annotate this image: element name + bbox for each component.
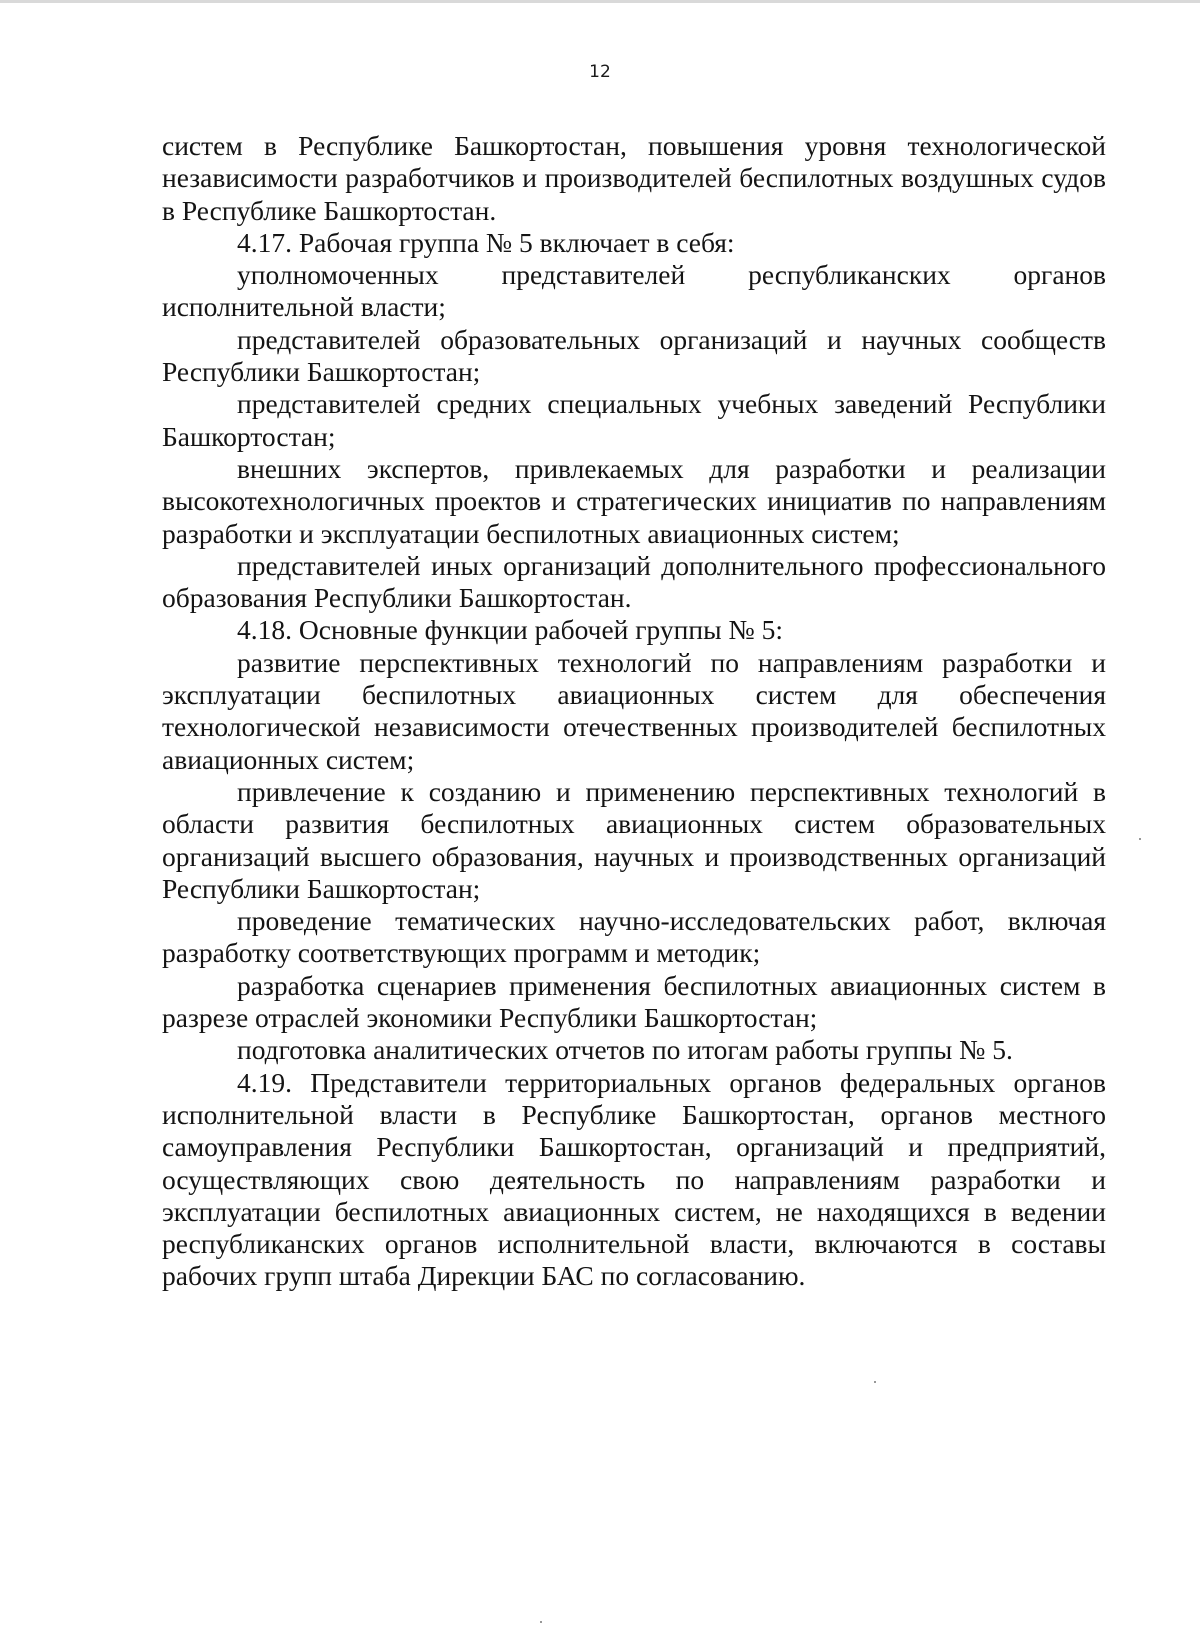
- page-number: 12: [589, 62, 611, 82]
- document-body: [162, 130, 1106, 1293]
- section-heading-4-18: 4.18. Основные функции рабочей группы № 5:: [237, 614, 783, 646]
- function-item-technology-development: развитие перспективных технологий по направлениям разработки и эксплуатации беспилотных авиационных систем для обеспечения технологической независимости отечественных производителей беспилотных авиационных систем;: [162, 646, 1106, 775]
- scan-speck: [1139, 838, 1141, 840]
- scan-edge-shadow: [0, 0, 1200, 3]
- function-item-scenarios: разработка сценариев применения беспилотных авиационных систем в разрезе отраслей экономики Республики Башкортостан;: [162, 969, 1106, 1034]
- function-item-reports: подготовка аналитических отчетов по итогам работы группы № 5.: [237, 1034, 1013, 1066]
- list-item-other-organizations: представителей иных организаций дополнительного профессионального образования Республики Башкортостан.: [162, 549, 1106, 614]
- list-item-educational-organizations: представителей образовательных организаций и научных сообществ Республики Башкортостан;: [162, 323, 1106, 388]
- section-paragraph-4-19: 4.19. Представители территориальных органов федеральных органов исполнительной власти в Республике Башкортостан, органов местного самоуправления Республики Башкортостан, организаций и предприятий, осуществляющих свою деятельность по направлениям разработки и эксплуатации беспилотных авиационных систем, не находящихся в ведении республиканских органов исполнительной власти, включаются в составы рабочих групп штаба Дирекции БАС по согласованию.: [162, 1066, 1106, 1292]
- function-item-attraction: привлечение к созданию и применению перспективных технологий в области развития беспилотных авиационных систем образовательных организаций высшего образования, научных и производственных организаций Республики Башкортостан;: [162, 775, 1106, 904]
- scan-speck: [540, 1621, 542, 1623]
- paragraph-continuation: систем в Республике Башкортостан, повышения уровня технологической независимости разработчиков и производителей беспилотных воздушных судов в Республике Башкортостан.: [162, 130, 1106, 226]
- list-item-secondary-schools: представителей средних специальных учебных заведений Республики Башкортостан;: [162, 388, 1106, 452]
- section-heading-4-17: 4.17. Рабочая группа № 5 включает в себя:: [237, 226, 735, 258]
- list-item-external-experts: внешних экспертов, привлекаемых для разработки и реализации высокотехнологичных проектов и стратегических инициатив по направлениям разработки и эксплуатации беспилотных авиационных систем;: [162, 452, 1106, 549]
- function-item-research: проведение тематических научно-исследовательских работ, включая разработку соответствующих программ и методик;: [162, 905, 1106, 969]
- scan-speck: [874, 1381, 876, 1383]
- list-item-authorized-representatives: уполномоченных представителей республиканских органов исполнительной власти;: [162, 259, 1106, 323]
